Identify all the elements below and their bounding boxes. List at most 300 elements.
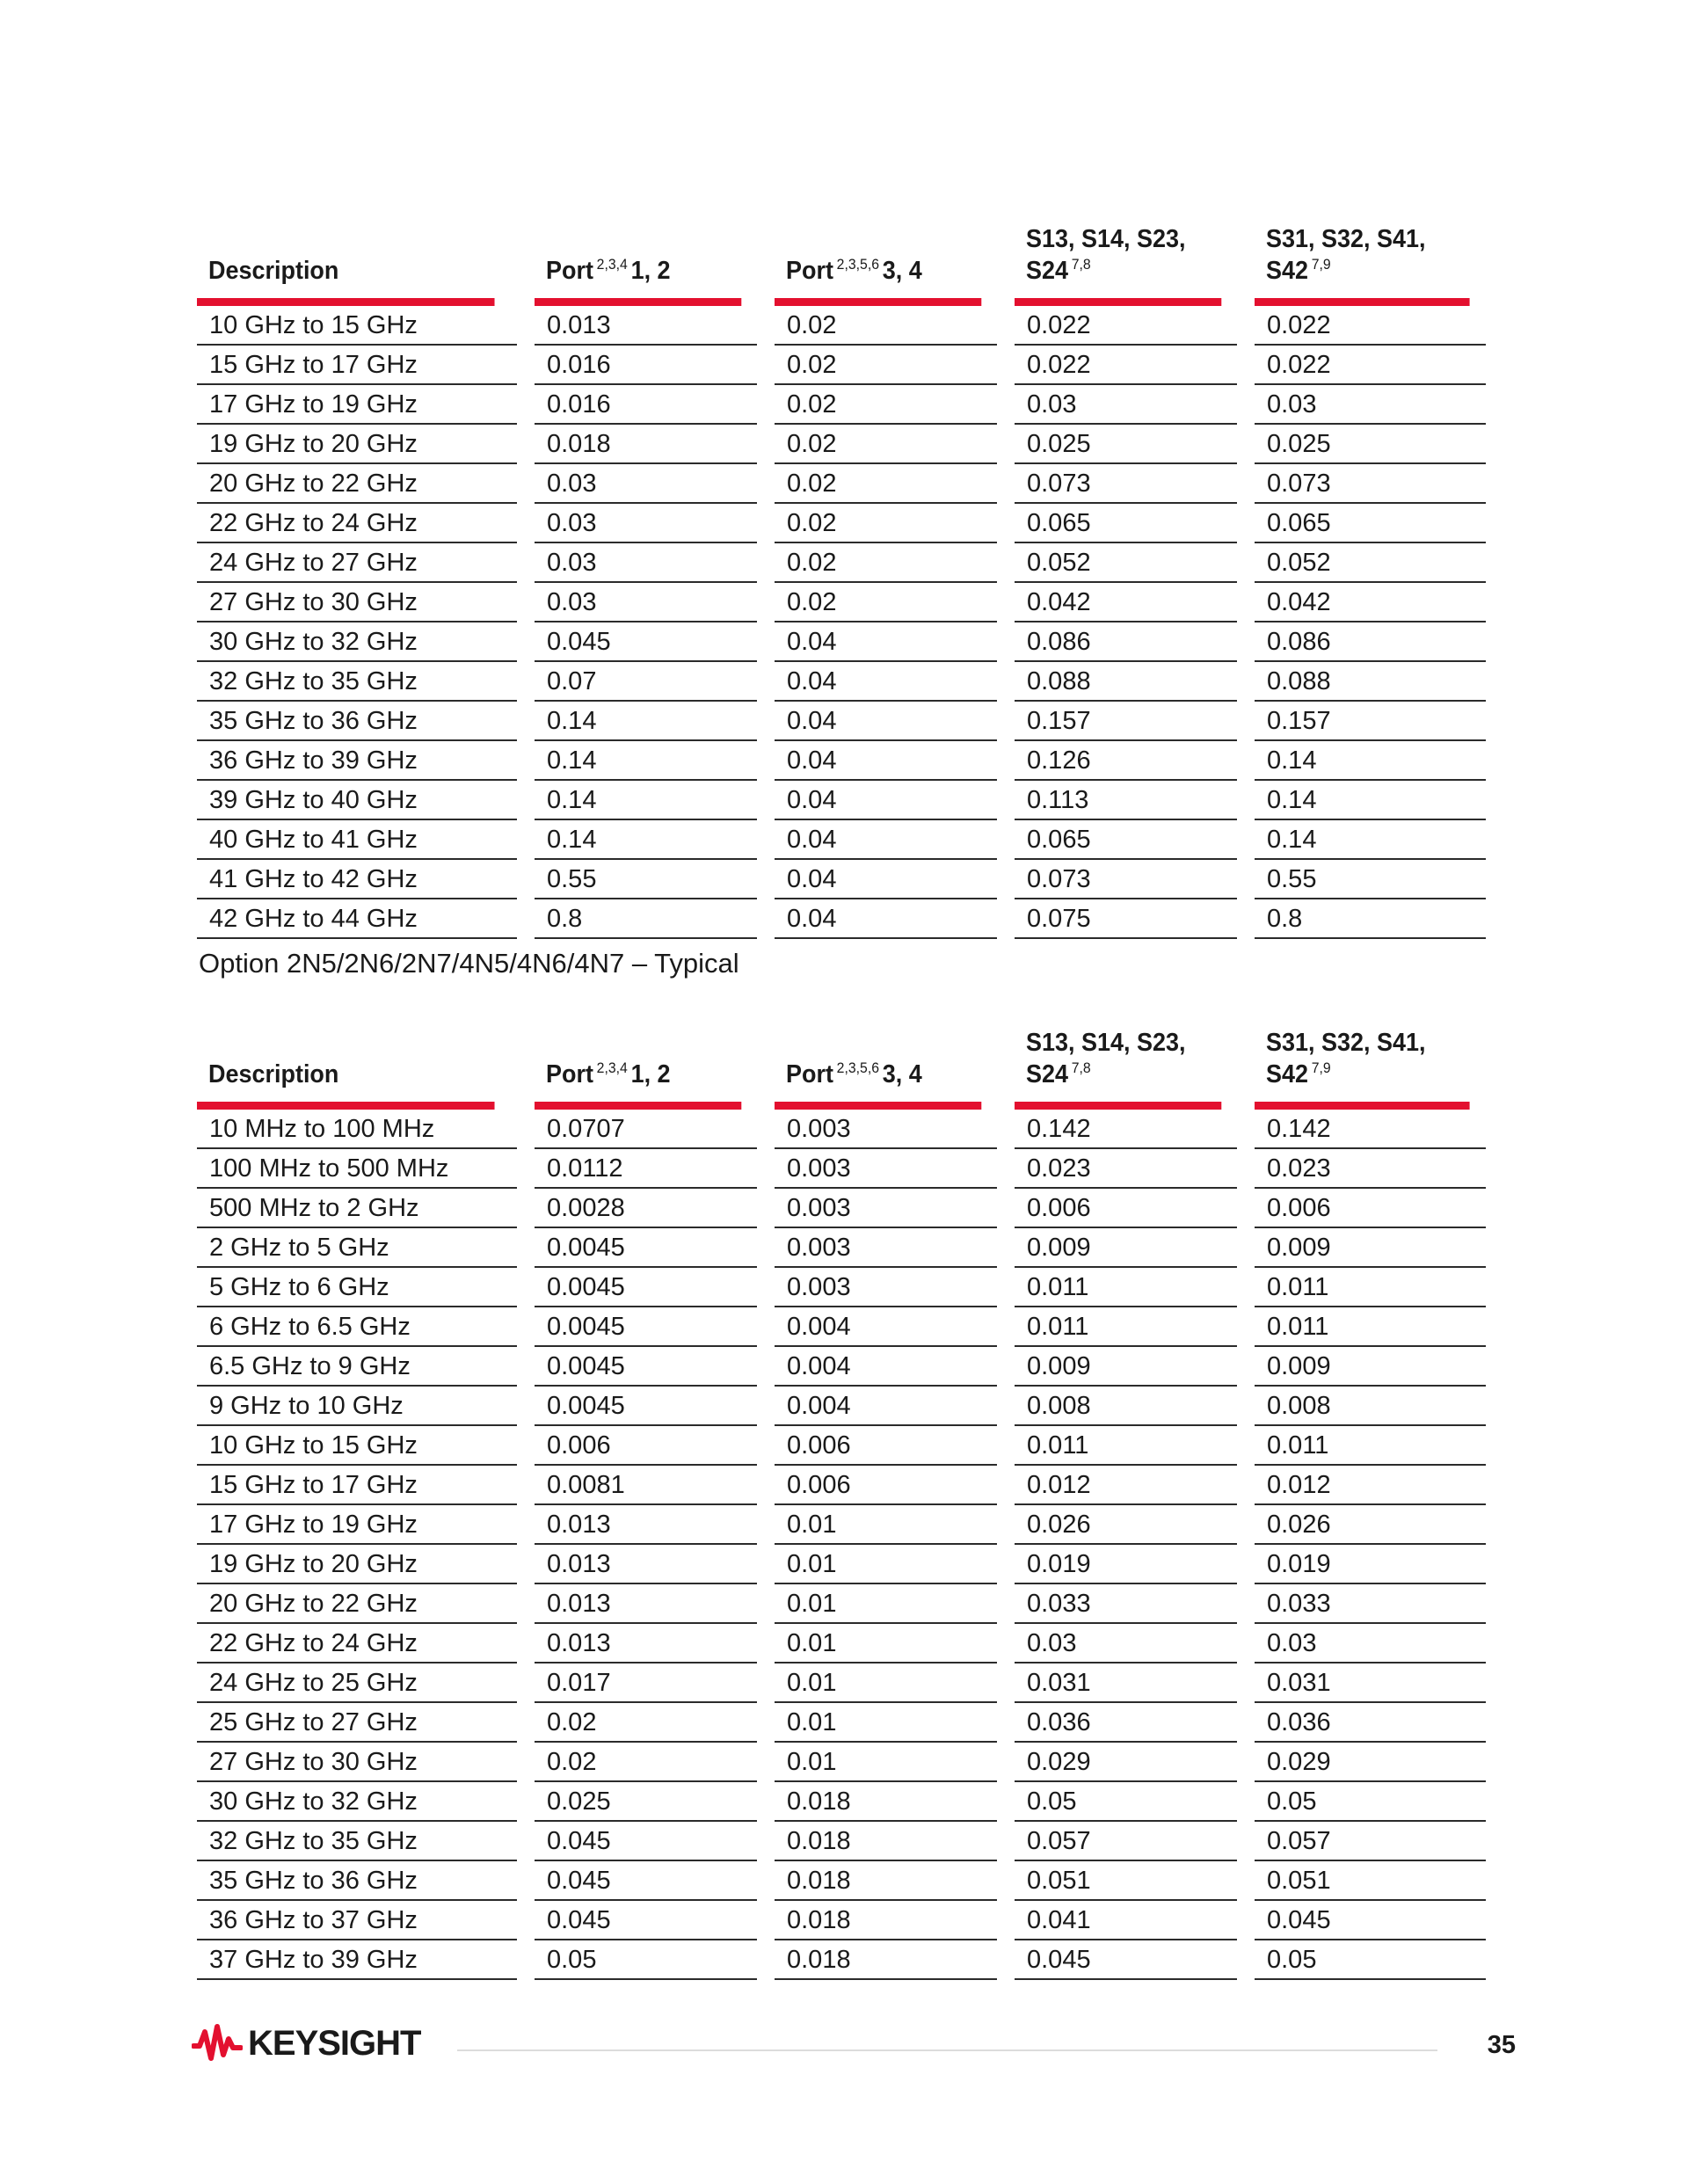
cell-value: 0.022: [1255, 306, 1486, 346]
cell-s13-s14-s23-s24: [1015, 464, 1255, 504]
cell-description: [197, 1268, 535, 1307]
header-label: S31, S32, S41,: [1266, 225, 1426, 253]
cell-s31-s32-s41-s42: [1255, 741, 1486, 781]
cell-value: 0.03: [1255, 1624, 1486, 1663]
cell-description: [197, 1387, 535, 1426]
cell-port-3-4: [775, 1149, 1015, 1189]
cell-port-3-4: [775, 464, 1015, 504]
cell-s31-s32-s41-s42: [1255, 1110, 1486, 1149]
cell-value: 24 GHz to 25 GHz: [197, 1663, 517, 1703]
cell-port-3-4: [775, 1901, 1015, 1940]
cell-value: 0.14: [535, 820, 757, 860]
header-label: S42: [1266, 257, 1309, 285]
cell-value: 0.011: [1015, 1307, 1237, 1347]
cell-value: 30 GHz to 32 GHz: [197, 622, 517, 662]
cell-value: 0.065: [1015, 820, 1237, 860]
cell-port-3-4: [775, 1703, 1015, 1743]
cell-s13-s14-s23-s24: [1015, 1940, 1255, 1980]
cell-value: 0.018: [775, 1901, 997, 1940]
cell-s31-s32-s41-s42: [1255, 1624, 1486, 1663]
cell-value: 0.02: [775, 543, 997, 583]
cell-description: [197, 1584, 535, 1624]
cell-value: 0.02: [775, 306, 997, 346]
cell-port-1-2: [535, 425, 775, 464]
cell-value: 0.023: [1015, 1149, 1237, 1189]
cell-s31-s32-s41-s42: [1255, 1307, 1486, 1347]
header-label: Port: [546, 257, 593, 285]
cell-port-3-4: [775, 1387, 1015, 1426]
cell-port-1-2: [535, 543, 775, 583]
cell-description: [197, 820, 535, 860]
table-row: [197, 1347, 1486, 1387]
cell-description: [197, 741, 535, 781]
cell-value: 24 GHz to 27 GHz: [197, 543, 517, 583]
cell-value: 0.088: [1015, 662, 1237, 702]
cell-value: 0.8: [1255, 899, 1486, 939]
table-row: [197, 1505, 1486, 1545]
cell-port-3-4: [775, 1268, 1015, 1307]
cell-port-3-4: [775, 1545, 1015, 1584]
cell-port-3-4: [775, 1505, 1015, 1545]
cell-value: 0.042: [1255, 583, 1486, 622]
cell-value: 0.016: [535, 346, 757, 385]
table-row: [197, 346, 1486, 385]
cell-port-3-4: [775, 899, 1015, 939]
table-row: [197, 741, 1486, 781]
cell-port-3-4: [775, 425, 1015, 464]
cell-s31-s32-s41-s42: [1255, 1268, 1486, 1307]
header-footnote: 7,8: [1071, 256, 1091, 273]
cell-s13-s14-s23-s24: [1015, 1149, 1255, 1189]
cell-value: 0.02: [535, 1743, 757, 1782]
cell-value: 17 GHz to 19 GHz: [197, 385, 517, 425]
cell-value: 0.013: [535, 306, 757, 346]
cell-s13-s14-s23-s24: [1015, 543, 1255, 583]
cell-value: 0.013: [535, 1505, 757, 1545]
cell-value: 0.8: [535, 899, 757, 939]
cell-value: 0.045: [1255, 1901, 1486, 1940]
cell-s31-s32-s41-s42: [1255, 1466, 1486, 1505]
header-label: 3, 4: [882, 1060, 922, 1088]
cell-port-1-2: [535, 622, 775, 662]
cell-value: 0.14: [1255, 741, 1486, 781]
cell-value: 0.14: [535, 781, 757, 820]
cell-port-3-4: [775, 1307, 1015, 1347]
cell-value: 27 GHz to 30 GHz: [197, 1743, 517, 1782]
table-row: [197, 1466, 1486, 1505]
table-row: [197, 583, 1486, 622]
cell-value: 0.02: [775, 346, 997, 385]
cell-value: 0.075: [1015, 899, 1237, 939]
cell-value: 0.006: [775, 1426, 997, 1466]
table-row: [197, 1743, 1486, 1782]
cell-s31-s32-s41-s42: [1255, 346, 1486, 385]
cell-description: [197, 1149, 535, 1189]
header-s13-s14-s23-s24: [1015, 999, 1255, 1110]
cell-port-1-2: [535, 1663, 775, 1703]
table-row: [197, 1545, 1486, 1584]
table-row: [197, 1149, 1486, 1189]
cell-s13-s14-s23-s24: [1015, 346, 1255, 385]
spec-table-2: [197, 999, 1486, 1980]
table-row: [197, 1901, 1486, 1940]
cell-value: 0.04: [775, 662, 997, 702]
cell-value: 0.0081: [535, 1466, 757, 1505]
cell-value: 0.01: [775, 1663, 997, 1703]
table-header-row: [197, 195, 1486, 306]
cell-s13-s14-s23-s24: [1015, 1545, 1255, 1584]
cell-value: 36 GHz to 37 GHz: [197, 1901, 517, 1940]
cell-value: 0.04: [775, 741, 997, 781]
cell-value: 0.01: [775, 1584, 997, 1624]
cell-s31-s32-s41-s42: [1255, 662, 1486, 702]
cell-value: 0.031: [1255, 1663, 1486, 1703]
header-footnote: 2,3,5,6: [836, 256, 880, 273]
cell-s31-s32-s41-s42: [1255, 1387, 1486, 1426]
cell-s31-s32-s41-s42: [1255, 702, 1486, 741]
cell-description: [197, 1861, 535, 1901]
cell-s13-s14-s23-s24: [1015, 820, 1255, 860]
cell-description: [197, 504, 535, 543]
cell-port-3-4: [775, 504, 1015, 543]
cell-port-1-2: [535, 1584, 775, 1624]
table-row: [197, 1861, 1486, 1901]
cell-value: 0.025: [1015, 425, 1237, 464]
keysight-logo: [192, 2022, 420, 2064]
cell-port-3-4: [775, 1584, 1015, 1624]
cell-value: 0.042: [1015, 583, 1237, 622]
header-label: Port: [786, 1060, 833, 1088]
cell-description: [197, 1782, 535, 1822]
cell-value: 15 GHz to 17 GHz: [197, 1466, 517, 1505]
cell-value: 10 GHz to 15 GHz: [197, 1426, 517, 1466]
cell-s13-s14-s23-s24: [1015, 702, 1255, 741]
cell-port-1-2: [535, 1268, 775, 1307]
cell-value: 0.05: [1015, 1782, 1237, 1822]
cell-value: 0.023: [1255, 1149, 1486, 1189]
cell-value: 0.045: [535, 622, 757, 662]
cell-value: 0.01: [775, 1624, 997, 1663]
cell-s13-s14-s23-s24: [1015, 583, 1255, 622]
cell-value: 0.013: [535, 1584, 757, 1624]
cell-value: 42 GHz to 44 GHz: [197, 899, 517, 939]
cell-value: 30 GHz to 32 GHz: [197, 1782, 517, 1822]
header-s13-s14-s23-s24: [1015, 195, 1255, 306]
cell-value: 0.01: [775, 1703, 997, 1743]
keysight-wave-icon: [192, 2023, 243, 2064]
cell-value: 0.14: [535, 741, 757, 781]
cell-value: 0.018: [775, 1940, 997, 1980]
cell-value: 0.03: [535, 543, 757, 583]
cell-value: 0.0045: [535, 1307, 757, 1347]
header-s31-s32-s41-s42: [1255, 195, 1486, 306]
cell-description: [197, 1189, 535, 1228]
cell-s13-s14-s23-s24: [1015, 1505, 1255, 1545]
cell-port-1-2: [535, 1347, 775, 1387]
cell-port-1-2: [535, 1110, 775, 1149]
cell-value: 10 GHz to 15 GHz: [197, 306, 517, 346]
cell-value: 0.012: [1015, 1466, 1237, 1505]
cell-value: 22 GHz to 24 GHz: [197, 504, 517, 543]
cell-value: 35 GHz to 36 GHz: [197, 702, 517, 741]
cell-value: 0.03: [1015, 385, 1237, 425]
cell-port-3-4: [775, 1663, 1015, 1703]
cell-value: 0.025: [535, 1782, 757, 1822]
header-label: Description: [208, 257, 339, 285]
cell-description: [197, 583, 535, 622]
cell-value: 0.07: [535, 662, 757, 702]
cell-value: 20 GHz to 22 GHz: [197, 1584, 517, 1624]
cell-description: [197, 425, 535, 464]
cell-value: 0.011: [1015, 1268, 1237, 1307]
cell-value: 0.011: [1255, 1307, 1486, 1347]
cell-port-1-2: [535, 306, 775, 346]
footer-divider: [457, 2049, 1437, 2051]
cell-value: 0.04: [775, 899, 997, 939]
table-row: [197, 1584, 1486, 1624]
cell-port-3-4: [775, 1782, 1015, 1822]
cell-value: 0.02: [535, 1703, 757, 1743]
cell-description: [197, 1901, 535, 1940]
table-row: [197, 306, 1486, 346]
cell-s31-s32-s41-s42: [1255, 781, 1486, 820]
cell-s31-s32-s41-s42: [1255, 464, 1486, 504]
cell-value: 0.126: [1015, 741, 1237, 781]
brand-name: KEYSIGHT: [248, 2024, 421, 2063]
cell-value: 0.006: [775, 1466, 997, 1505]
header-footnote: 2,3,4: [596, 256, 628, 273]
table-row: [197, 1426, 1486, 1466]
cell-value: 0.029: [1015, 1743, 1237, 1782]
cell-port-1-2: [535, 781, 775, 820]
cell-value: 0.008: [1255, 1387, 1486, 1426]
cell-s13-s14-s23-s24: [1015, 425, 1255, 464]
cell-port-1-2: [535, 1466, 775, 1505]
cell-value: 6.5 GHz to 9 GHz: [197, 1347, 517, 1387]
table-row: [197, 1307, 1486, 1347]
header-label: Port: [786, 257, 833, 285]
cell-s31-s32-s41-s42: [1255, 1782, 1486, 1822]
cell-value: 0.051: [1015, 1861, 1237, 1901]
table-row: [197, 385, 1486, 425]
header-port-3-4: [775, 999, 1015, 1110]
cell-value: 0.004: [775, 1387, 997, 1426]
cell-value: 0.0045: [535, 1228, 757, 1268]
cell-value: 0.018: [775, 1822, 997, 1861]
cell-s31-s32-s41-s42: [1255, 1703, 1486, 1743]
cell-s31-s32-s41-s42: [1255, 622, 1486, 662]
cell-description: [197, 1347, 535, 1387]
cell-value: 0.009: [1015, 1228, 1237, 1268]
cell-port-1-2: [535, 820, 775, 860]
cell-port-3-4: [775, 1189, 1015, 1228]
cell-value: 20 GHz to 22 GHz: [197, 464, 517, 504]
cell-port-3-4: [775, 385, 1015, 425]
cell-value: 32 GHz to 35 GHz: [197, 1822, 517, 1861]
cell-value: 0.04: [775, 702, 997, 741]
cell-value: 0.025: [1255, 425, 1486, 464]
cell-value: 0.0045: [535, 1387, 757, 1426]
cell-value: 0.03: [535, 504, 757, 543]
table-row: [197, 1110, 1486, 1149]
cell-value: 0.04: [775, 781, 997, 820]
cell-value: 0.03: [535, 583, 757, 622]
cell-s13-s14-s23-s24: [1015, 1861, 1255, 1901]
cell-description: [197, 1822, 535, 1861]
table-row: [197, 1268, 1486, 1307]
cell-value: 0.009: [1255, 1228, 1486, 1268]
cell-value: 0.006: [535, 1426, 757, 1466]
cell-value: 0.011: [1015, 1426, 1237, 1466]
cell-value: 32 GHz to 35 GHz: [197, 662, 517, 702]
cell-port-1-2: [535, 1149, 775, 1189]
cell-s31-s32-s41-s42: [1255, 425, 1486, 464]
cell-port-1-2: [535, 1189, 775, 1228]
cell-description: [197, 702, 535, 741]
spec-table-1: [197, 195, 1486, 939]
cell-value: 0.065: [1255, 504, 1486, 543]
cell-value: 0.026: [1015, 1505, 1237, 1545]
cell-s31-s32-s41-s42: [1255, 1940, 1486, 1980]
header-footnote: 7,9: [1311, 1059, 1331, 1076]
cell-port-1-2: [535, 860, 775, 899]
cell-s31-s32-s41-s42: [1255, 1149, 1486, 1189]
cell-port-3-4: [775, 662, 1015, 702]
cell-value: 0.003: [775, 1189, 997, 1228]
cell-value: 0.052: [1015, 543, 1237, 583]
table-row: [197, 781, 1486, 820]
header-label: S13, S14, S23,: [1026, 1029, 1186, 1057]
cell-port-3-4: [775, 1228, 1015, 1268]
cell-value: 0.018: [775, 1861, 997, 1901]
cell-value: 0.045: [535, 1901, 757, 1940]
cell-s31-s32-s41-s42: [1255, 385, 1486, 425]
header-label: 3, 4: [882, 257, 922, 285]
cell-description: [197, 1703, 535, 1743]
cell-value: 100 MHz to 500 MHz: [197, 1149, 517, 1189]
cell-s31-s32-s41-s42: [1255, 820, 1486, 860]
cell-value: 0.029: [1255, 1743, 1486, 1782]
cell-s13-s14-s23-s24: [1015, 1466, 1255, 1505]
cell-s31-s32-s41-s42: [1255, 1545, 1486, 1584]
cell-value: 0.05: [1255, 1782, 1486, 1822]
cell-value: 0.006: [1015, 1189, 1237, 1228]
table-row: [197, 662, 1486, 702]
cell-port-3-4: [775, 1426, 1015, 1466]
header-label: S13, S14, S23,: [1026, 225, 1186, 253]
cell-value: 0.011: [1255, 1426, 1486, 1466]
cell-value: 0.113: [1015, 781, 1237, 820]
cell-value: 0.142: [1015, 1110, 1237, 1149]
cell-value: 0.026: [1255, 1505, 1486, 1545]
cell-port-1-2: [535, 385, 775, 425]
header-s31-s32-s41-s42: [1255, 999, 1486, 1110]
cell-description: [197, 1624, 535, 1663]
cell-s13-s14-s23-s24: [1015, 1387, 1255, 1426]
cell-value: 0.04: [775, 860, 997, 899]
cell-value: 0.057: [1015, 1822, 1237, 1861]
cell-s13-s14-s23-s24: [1015, 1110, 1255, 1149]
cell-port-3-4: [775, 346, 1015, 385]
cell-s31-s32-s41-s42: [1255, 1584, 1486, 1624]
cell-value: 0.14: [1255, 781, 1486, 820]
cell-description: [197, 1663, 535, 1703]
cell-description: [197, 1426, 535, 1466]
cell-value: 5 GHz to 6 GHz: [197, 1268, 517, 1307]
cell-s31-s32-s41-s42: [1255, 1822, 1486, 1861]
cell-value: 0.01: [775, 1545, 997, 1584]
cell-s31-s32-s41-s42: [1255, 1663, 1486, 1703]
cell-s31-s32-s41-s42: [1255, 1901, 1486, 1940]
cell-description: [197, 1307, 535, 1347]
cell-value: 0.012: [1255, 1466, 1486, 1505]
cell-description: [197, 1545, 535, 1584]
cell-s13-s14-s23-s24: [1015, 1703, 1255, 1743]
cell-value: 25 GHz to 27 GHz: [197, 1703, 517, 1743]
cell-description: [197, 622, 535, 662]
cell-value: 0.033: [1015, 1584, 1237, 1624]
cell-port-1-2: [535, 1861, 775, 1901]
cell-value: 0.086: [1255, 622, 1486, 662]
header-port-1-2: [535, 999, 775, 1110]
table-row: [197, 1663, 1486, 1703]
cell-value: 0.02: [775, 425, 997, 464]
cell-value: 0.03: [1015, 1624, 1237, 1663]
cell-description: [197, 464, 535, 504]
cell-value: 0.011: [1255, 1268, 1486, 1307]
cell-value: 0.045: [1015, 1940, 1237, 1980]
cell-value: 37 GHz to 39 GHz: [197, 1940, 517, 1980]
cell-s31-s32-s41-s42: [1255, 1505, 1486, 1545]
cell-value: 0.088: [1255, 662, 1486, 702]
cell-value: 40 GHz to 41 GHz: [197, 820, 517, 860]
cell-value: 0.022: [1015, 346, 1237, 385]
table-row: [197, 702, 1486, 741]
cell-s13-s14-s23-s24: [1015, 1782, 1255, 1822]
header-port-1-2: [535, 195, 775, 306]
cell-value: 0.018: [775, 1782, 997, 1822]
cell-value: 36 GHz to 39 GHz: [197, 741, 517, 781]
header-label: Description: [208, 1060, 339, 1088]
cell-port-3-4: [775, 543, 1015, 583]
table-row: [197, 899, 1486, 939]
cell-s31-s32-s41-s42: [1255, 899, 1486, 939]
cell-value: 0.55: [535, 860, 757, 899]
cell-value: 0.02: [775, 464, 997, 504]
cell-value: 0.041: [1015, 1901, 1237, 1940]
cell-port-3-4: [775, 820, 1015, 860]
cell-port-1-2: [535, 1743, 775, 1782]
cell-port-3-4: [775, 702, 1015, 741]
cell-port-3-4: [775, 583, 1015, 622]
cell-value: 0.157: [1015, 702, 1237, 741]
cell-s31-s32-s41-s42: [1255, 1189, 1486, 1228]
table-row: [197, 820, 1486, 860]
cell-port-1-2: [535, 1822, 775, 1861]
cell-port-1-2: [535, 702, 775, 741]
header-label: S24: [1026, 257, 1069, 285]
cell-value: 15 GHz to 17 GHz: [197, 346, 517, 385]
cell-port-3-4: [775, 1110, 1015, 1149]
cell-value: 0.033: [1255, 1584, 1486, 1624]
cell-value: 0.009: [1255, 1347, 1486, 1387]
cell-port-1-2: [535, 1901, 775, 1940]
cell-value: 0.05: [1255, 1940, 1486, 1980]
cell-port-3-4: [775, 1466, 1015, 1505]
cell-value: 0.052: [1255, 543, 1486, 583]
header-port-3-4: [775, 195, 1015, 306]
cell-value: 0.003: [775, 1228, 997, 1268]
